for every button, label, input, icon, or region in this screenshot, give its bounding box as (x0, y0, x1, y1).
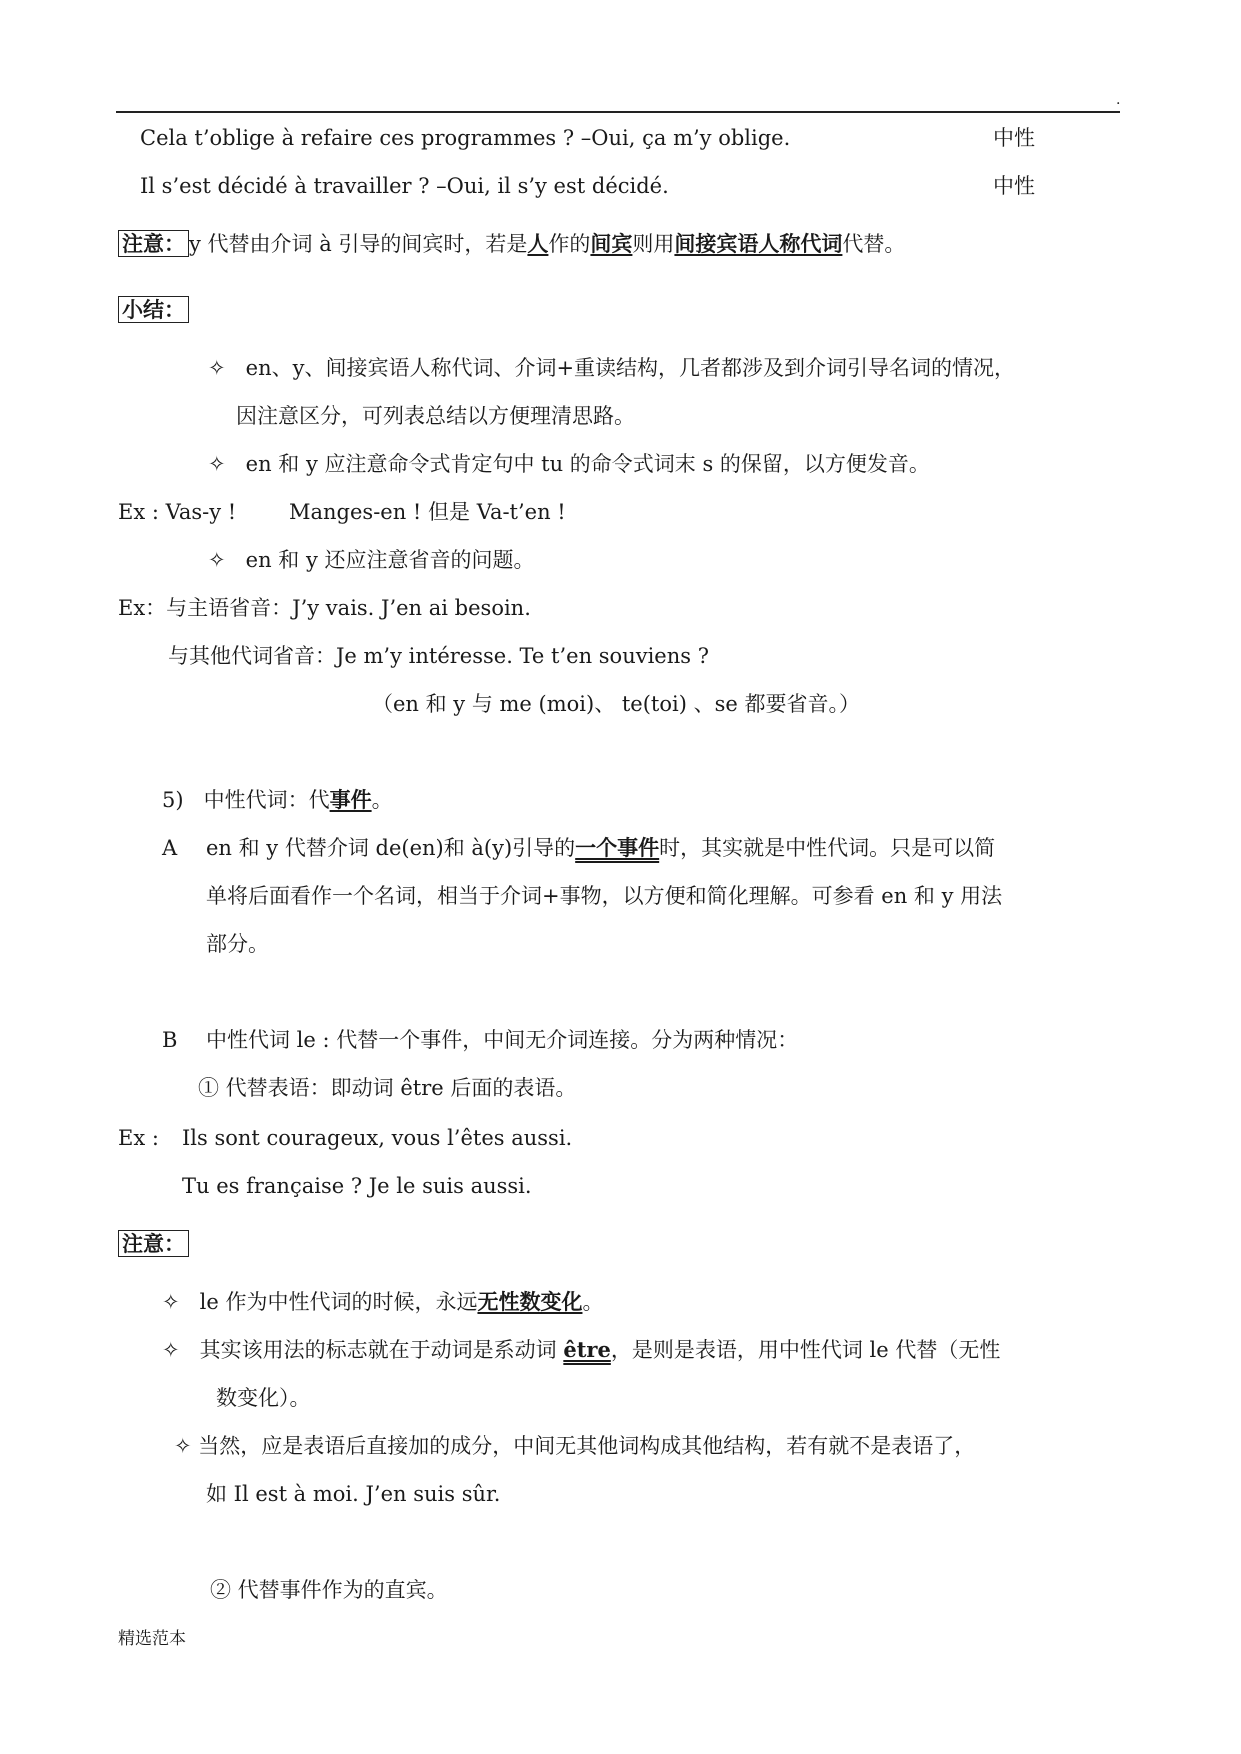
note-1 (118, 230, 905, 258)
summary-bullet-1 (208, 354, 1015, 382)
diamond-icon: ✧ (162, 1338, 180, 1362)
part-a-line-3: 部分。 (206, 932, 269, 956)
part-a-line-1 (206, 834, 995, 862)
note-1-key-person: 人 (527, 231, 549, 256)
note-2-bullet-2-end: ，是则是表语，用中性代词 le 代替（无性 (610, 1338, 1001, 1362)
summary-bullet-1-text: en、y、间接宾语人称代词、介词+重读结构，几者都涉及到介词引导名词的情况， (245, 356, 1016, 380)
section-5-heading (162, 786, 393, 814)
page-footer: 精选范本 (118, 1629, 186, 1649)
part-b-letter: B (162, 1028, 178, 1052)
summary-bullet-3 (208, 546, 534, 574)
summary-bullet-3-text: en 和 y 还应注意省音的问题。 (245, 548, 535, 572)
part-b-item-2: ② 代替事件作为的直宾。 (210, 1578, 448, 1602)
section-5-text: 中性代词：代 (203, 788, 330, 812)
example-line-1: Cela t’oblige à refaire ces programmes ? –Oui, ça m’y oblige. (140, 126, 791, 150)
example-elision-2: 与其他代词省音：Je m’y intéresse. Te t’en souviens ? (168, 644, 709, 668)
note-2-bullet-3-cont: 如 Il est à moi. J’en suis sûr. (206, 1482, 501, 1506)
note-2-bullet-2 (162, 1336, 1000, 1364)
header-mark: . (1116, 92, 1121, 108)
note-2-bullet-3 (174, 1432, 975, 1460)
example-line-2: Il s’est décidé à travailler ? –Oui, il s’y est décidé. (140, 174, 669, 198)
note-1-text-a: y 代替由介词 à 引导的间宾时，若是 (189, 232, 528, 256)
part-a-text-b: 时，其实就是中性代词。只是可以简 (659, 836, 996, 860)
part-b-example-1: Ils sont courageux, vous l’êtes aussi. (182, 1126, 573, 1150)
section-5-key-event: 事件 (329, 787, 372, 812)
summary-heading (118, 296, 189, 324)
example-imperative-rest: Manges-en ! 但是 Va-t’en ! (289, 500, 566, 524)
note-1-key-pronoun: 间接宾语人称代词 (674, 231, 843, 256)
note-1-text-d: 代替。 (842, 232, 906, 256)
example-imperative-label: Ex : Vas-y ! (118, 500, 237, 524)
part-a-line-2: 单将后面看作一个名词，相当于介词+事物，以方便和简化理解。可参看 en 和 y 用法 (206, 884, 1003, 908)
summary-label: 小结： (118, 296, 189, 323)
summary-bullet-2-text: en 和 y 应注意命令式肯定句中 tu 的命令式词末 s 的保留，以方便发音。 (245, 452, 930, 476)
note-1-label: 注意： (118, 230, 189, 257)
section-5-number: 5) (162, 788, 184, 812)
note-2-heading (118, 1230, 189, 1258)
diamond-icon: ✧ (162, 1290, 180, 1314)
example-elision-1: Ex：与主语省音：J’y vais. J’en ai besoin. (118, 596, 531, 620)
summary-bullet-1-cont: 因注意区分，可列表总结以方便理清思路。 (236, 404, 635, 428)
note-2-bullet-2-text: 其实该用法的标志就在于动词是系动词 (199, 1338, 564, 1362)
example-elision-note: （en 和 y 与 me (moi)、 te(toi) 、se 都要省音。） (372, 692, 860, 716)
note-2-bullet-1 (162, 1288, 603, 1316)
note-1-text-b: 作的 (548, 232, 591, 256)
diamond-icon: ✧ (208, 452, 226, 476)
note-2-bullet-3-text: 当然，应是表语后直接加的成分，中间无其他词构成其他结构，若有就不是表语了， (198, 1434, 976, 1458)
note-1-text-c: 则用 (632, 232, 675, 256)
note-2-key-etre: être (563, 1337, 611, 1362)
diamond-icon: ✧ (208, 548, 226, 572)
tag-neutral-2: 中性 (993, 174, 1035, 198)
tag-neutral-1: 中性 (993, 126, 1035, 150)
part-b-item-1: ① 代替表语：即动词 être 后面的表语。 (198, 1076, 577, 1100)
part-b-example-2: Tu es française ? Je le suis aussi. (182, 1174, 532, 1198)
diamond-icon: ✧ (174, 1434, 192, 1458)
note-1-key-indirect: 间宾 (590, 231, 633, 256)
diamond-icon: ✧ (208, 356, 226, 380)
note-2-bullet-1-text: le 作为中性代词的时候，永远 (199, 1290, 478, 1314)
part-b-text: 中性代词 le : 代替一个事件，中间无介词连接。分为两种情况： (206, 1028, 799, 1052)
part-a-text-a: en 和 y 代替介词 de(en)和 à(y)引导的 (206, 836, 576, 860)
note-2-key-invariable: 无性数变化 (477, 1289, 583, 1314)
part-b-example-label: Ex : (118, 1126, 159, 1150)
note-2-bullet-2-cont: 数变化）。 (216, 1386, 311, 1410)
note-2-label: 注意： (118, 1230, 189, 1257)
header-rule (116, 111, 1120, 113)
summary-bullet-2 (208, 450, 930, 478)
part-a-key-event: 一个事件 (575, 835, 660, 860)
part-a-letter: A (162, 836, 178, 860)
note-2-bullet-1-end: 。 (582, 1290, 604, 1314)
section-5-period: 。 (371, 788, 393, 812)
